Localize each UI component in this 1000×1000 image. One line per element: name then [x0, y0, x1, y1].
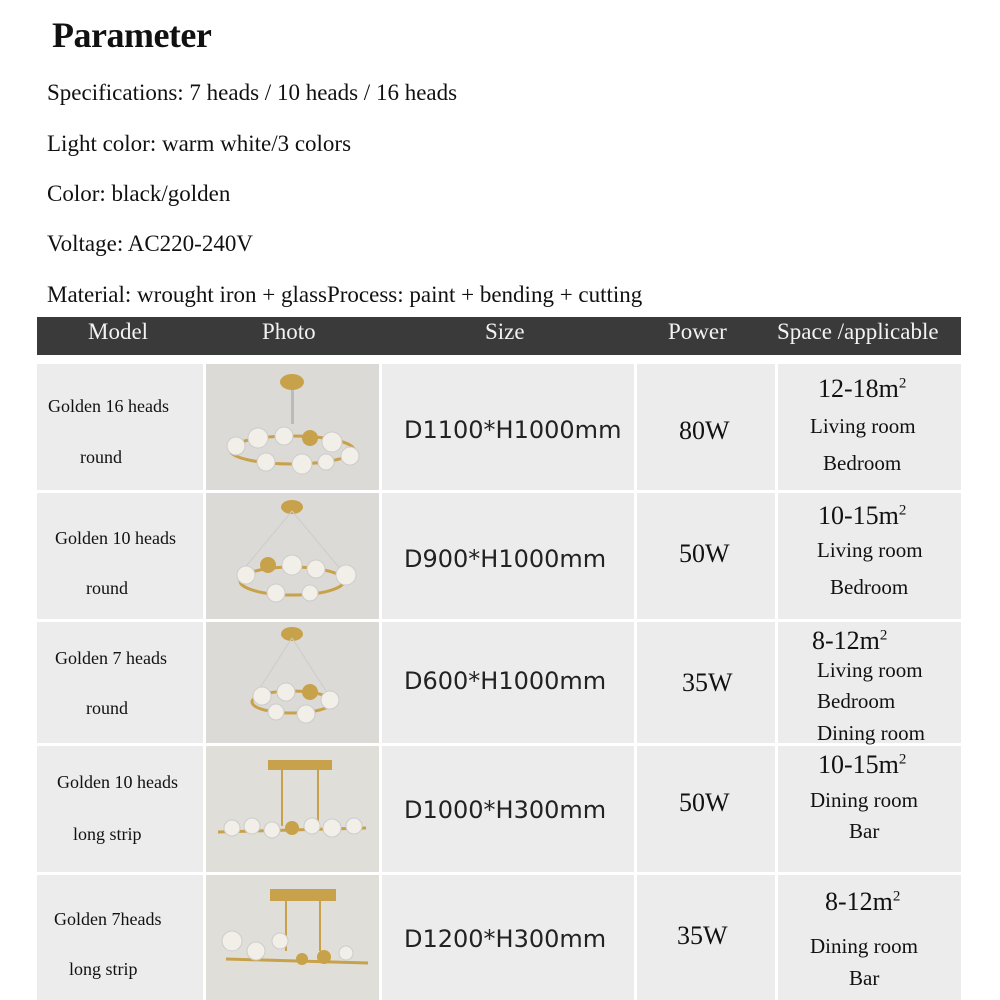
room-type: Bar — [849, 966, 880, 990]
power-cell — [637, 622, 775, 743]
model-shape: round — [80, 447, 122, 467]
chandelier-strip-image — [206, 746, 379, 872]
power-value: 50W — [679, 788, 730, 817]
size-cell — [382, 875, 634, 1000]
page-title: Parameter — [52, 15, 212, 55]
chandelier-round-image — [206, 364, 379, 490]
room-type: Dining room — [817, 721, 925, 745]
area-value: $10-15m^2$ — [818, 501, 907, 530]
spec-material: Material: wrought iron + glassProcess: paint + bending + cutting — [47, 282, 643, 307]
spec-color: Color: black/golden — [47, 181, 231, 206]
table-row — [37, 746, 961, 872]
space-cell — [778, 622, 961, 743]
product-photo — [206, 746, 379, 872]
model-cell — [37, 875, 203, 1000]
room-type: Living room — [810, 414, 916, 438]
size-value: D1200*H300mm — [404, 925, 607, 953]
model-name: Golden 10 heads — [55, 528, 176, 548]
size-cell — [382, 364, 634, 490]
room-type: Bedroom — [823, 451, 902, 475]
power-cell — [637, 746, 775, 872]
room-type: Dining room — [810, 934, 918, 958]
space-cell — [778, 875, 961, 1000]
room-type: Dining room — [810, 788, 918, 812]
area-value: $8-12m^2$ — [812, 626, 888, 655]
power-value: 35W — [682, 668, 733, 697]
space-cell — [778, 746, 961, 872]
power-cell — [637, 493, 775, 619]
model-shape: long strip — [69, 959, 138, 979]
table-row — [37, 875, 961, 1000]
spec-voltage: Voltage: AC220-240V — [47, 231, 253, 256]
room-type: Bedroom — [830, 575, 909, 599]
power-value: 80W — [679, 416, 730, 445]
header-size: Size — [485, 319, 525, 344]
size-cell — [382, 493, 634, 619]
product-photo — [206, 875, 379, 1000]
size-cell — [382, 622, 634, 743]
model-name: Golden 7 heads — [55, 648, 167, 668]
chandelier-round-image — [206, 622, 379, 743]
model-shape: round — [86, 578, 128, 598]
table-row — [37, 364, 961, 490]
size-value: D900*H1000mm — [404, 545, 607, 573]
power-value: 50W — [679, 539, 730, 568]
size-value: D600*H1000mm — [404, 667, 607, 695]
area-value: $12-18m^2$ — [818, 374, 907, 403]
model-cell — [37, 746, 203, 872]
area-value: $8-12m^2$ — [825, 887, 901, 916]
size-cell — [382, 746, 634, 872]
space-cell — [778, 493, 961, 619]
power-cell — [637, 364, 775, 490]
table-row — [37, 622, 961, 743]
model-cell — [37, 493, 203, 619]
size-value: D1000*H300mm — [404, 796, 607, 824]
model-name: Golden 7heads — [54, 909, 162, 929]
spec-light-color: Light color: warm white/3 colors — [47, 131, 352, 156]
chandelier-round-image — [206, 493, 379, 619]
model-name: Golden 16 heads — [48, 396, 169, 416]
model-shape: long strip — [73, 824, 142, 844]
header-photo: Photo — [262, 319, 316, 344]
room-type: Bar — [849, 819, 880, 843]
model-shape: round — [86, 698, 128, 718]
table-row — [37, 493, 961, 619]
product-photo — [206, 493, 379, 619]
room-type: Living room — [817, 538, 923, 562]
model-cell — [37, 364, 203, 490]
product-photo — [206, 622, 379, 743]
header-space: Space /applicable — [777, 319, 939, 344]
header-power: Power — [668, 319, 727, 344]
spec-specifications: Specifications: 7 heads / 10 heads / 16 heads — [47, 80, 458, 105]
power-cell — [637, 875, 775, 1000]
space-cell — [778, 364, 961, 490]
area-value: $10-15m^2$ — [818, 750, 907, 779]
product-photo — [206, 364, 379, 490]
model-name: Golden 10 heads — [57, 772, 178, 792]
size-value: D1100*H1000mm — [404, 416, 622, 444]
room-type: Bedroom — [817, 689, 896, 713]
power-value: 35W — [677, 921, 728, 950]
model-cell — [37, 622, 203, 743]
room-type: Living room — [817, 658, 923, 682]
chandelier-strip-image — [206, 875, 379, 1000]
table-header — [37, 317, 961, 355]
header-model: Model — [88, 319, 149, 344]
